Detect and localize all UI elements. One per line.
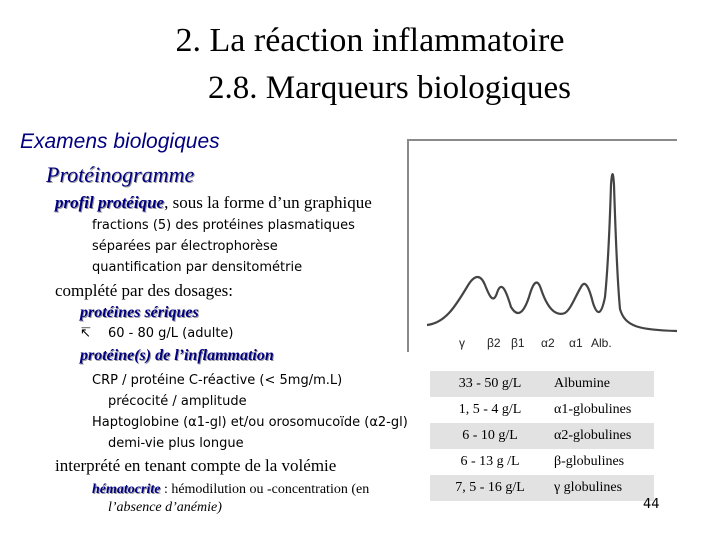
range-line: [80, 326, 234, 341]
fraction-name: Albumine: [550, 371, 654, 397]
reference-value: 6 - 13 g /L: [430, 449, 550, 475]
proteines-inflammation-heading: protéine(s) de l’inflammation: [80, 347, 274, 364]
table-row: [430, 449, 654, 475]
complete-line: complété par des dosages:: [55, 281, 233, 300]
hematocrite-line-2: l’absence d’anémie): [108, 500, 222, 515]
subsection-heading-proteinogramme: Protéinogramme: [46, 162, 195, 187]
crp-line: CRP / protéine C-réactive (< 5mg/m.L): [92, 373, 343, 388]
fraction-name: α1-globulines: [550, 397, 654, 423]
demi-vie-line: demi-vie plus longue: [108, 436, 244, 451]
section-heading-examens: Examens biologiques: [20, 130, 220, 153]
crp-detail-line: précocité / amplitude: [108, 394, 247, 409]
electrophoresis-graph: [405, 137, 677, 355]
reference-value: 6 - 10 g/L: [430, 423, 550, 449]
hematocrite-emphasis: hématocrite: [92, 482, 161, 497]
profil-emphasis: profil protéique: [55, 193, 165, 212]
page-number: 44: [643, 497, 660, 512]
proteines-seriques-heading: protéines sériques: [80, 304, 199, 321]
slide-title: 2. La réaction inflammatoire: [175, 22, 565, 59]
fraction-name: α2-globulines: [550, 423, 654, 449]
profil-line: [55, 193, 372, 213]
table-row: [430, 423, 654, 449]
interprete-line: interprété en tenant compte de la volémie: [55, 456, 337, 475]
fraction-line-2: séparées par électrophorèse: [92, 239, 278, 254]
label-beta2: β2: [487, 336, 501, 350]
range-value: 60 - 80 g/L (adulte): [108, 326, 234, 341]
reference-value: 7, 5 - 16 g/L: [430, 475, 550, 501]
reference-value: 1, 5 - 4 g/L: [430, 397, 550, 423]
label-gamma: γ: [459, 336, 465, 350]
label-alpha2: α2: [541, 336, 555, 350]
graph-background: [405, 137, 677, 355]
label-alpha1: α1: [569, 336, 583, 350]
hematocrite-line: [92, 482, 369, 498]
label-beta1: β1: [511, 336, 525, 350]
reference-table: [430, 371, 654, 501]
slide-subtitle: 2.8. Marqueurs biologiques: [208, 70, 571, 106]
fraction-name: γ globulines: [550, 475, 654, 501]
fraction-line-1: fractions (5) des protéines plasmatiques: [92, 218, 355, 233]
label-albumin: Alb.: [591, 336, 612, 350]
haptoglobine-line: Haptoglobine (α1-gl) et/ou orosomucoïde (α2-gl): [92, 415, 408, 430]
table-row: [430, 371, 654, 397]
hematocrite-text: : hémodilution ou -concentration (en: [160, 482, 370, 497]
table-row: [430, 475, 654, 501]
profil-text: , sous la forme d’un graphique: [164, 193, 372, 212]
table-row: [430, 397, 654, 423]
reference-value: 33 - 50 g/L: [430, 371, 550, 397]
arrow-icon: ↸: [80, 326, 91, 341]
fraction-line-3: quantification par densitométrie: [92, 260, 303, 275]
fraction-name: β-globulines: [550, 449, 654, 475]
